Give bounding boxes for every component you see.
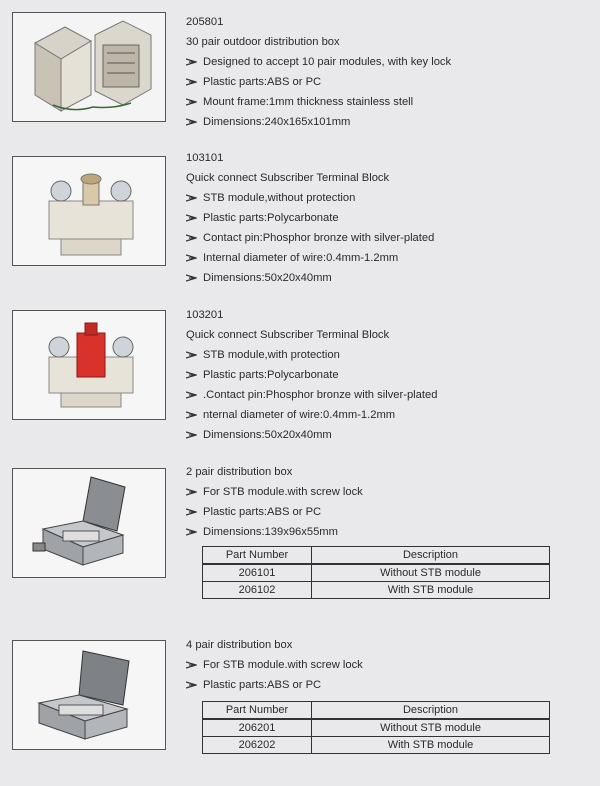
- feature-item: Plastic parts:ABS or PC: [186, 675, 586, 695]
- column-header: Part Number: [203, 702, 312, 720]
- product-title: 30 pair outdoor distribution box: [186, 36, 340, 48]
- arrow-bullet-icon: [186, 118, 197, 126]
- feature-item: Dimensions:50x20x40mm: [186, 268, 586, 288]
- arrow-bullet-icon: [186, 508, 197, 516]
- product-info: [186, 12, 586, 132]
- product-code: 103101: [186, 152, 224, 164]
- arrow-bullet-icon: [186, 351, 197, 359]
- arrow-bullet-icon: [186, 528, 197, 536]
- product-title: Quick connect Subscriber Terminal Block: [186, 172, 390, 184]
- part-number-table: [202, 546, 550, 599]
- feature-item: Plastic parts:Polycarbonate: [186, 208, 586, 228]
- feature-item: Designed to accept 10 pair modules, with key lock: [186, 52, 586, 72]
- feature-item: For STB module.with screw lock: [186, 655, 586, 675]
- feature-item: Dimensions:139x96x55mm: [186, 522, 586, 542]
- column-header: Description: [312, 702, 550, 720]
- product-code: 103201: [186, 309, 224, 321]
- arrow-bullet-icon: [186, 58, 197, 66]
- table-header-row: [203, 702, 550, 720]
- four-pair-box-photo: [12, 640, 166, 750]
- feature-item: STB module,with protection: [186, 345, 586, 365]
- arrow-bullet-icon: [186, 254, 197, 262]
- feature-item: Dimensions:50x20x40mm: [186, 425, 586, 445]
- outdoor-box-photo: [12, 12, 166, 122]
- feature-item: Dimensions:240x165x101mm: [186, 112, 586, 132]
- product-info: [186, 148, 586, 288]
- feature-item: .Contact pin:Phosphor bronze with silver-plated: [186, 385, 586, 405]
- feature-item: Mount frame:1mm thickness stainless stell: [186, 92, 586, 112]
- table-cell: 206202: [203, 737, 312, 754]
- arrow-bullet-icon: [186, 488, 197, 496]
- feature-item: nternal diameter of wire:0.4mm-1.2mm: [186, 405, 586, 425]
- product-title: 2 pair distribution box: [186, 466, 293, 478]
- table-cell: Without STB module: [312, 719, 550, 737]
- feature-item: STB module,without protection: [186, 188, 586, 208]
- table-cell: 206101: [203, 564, 312, 582]
- table-row: [203, 582, 550, 599]
- product-title: 4 pair distribution box: [186, 639, 293, 651]
- arrow-bullet-icon: [186, 234, 197, 242]
- arrow-bullet-icon: [186, 681, 197, 689]
- product-code: 205801: [186, 16, 224, 28]
- table-row: [203, 737, 550, 754]
- table-cell: Without STB module: [312, 564, 550, 582]
- arrow-bullet-icon: [186, 98, 197, 106]
- arrow-bullet-icon: [186, 214, 197, 222]
- table-row: [203, 719, 550, 737]
- arrow-bullet-icon: [186, 661, 197, 669]
- part-number-table: [202, 701, 550, 754]
- column-header: Description: [312, 547, 550, 565]
- arrow-bullet-icon: [186, 194, 197, 202]
- terminal-block-photo: [12, 156, 166, 266]
- table-cell: With STB module: [312, 582, 550, 599]
- feature-item: Plastic parts:Polycarbonate: [186, 365, 586, 385]
- arrow-bullet-icon: [186, 371, 197, 379]
- feature-item: Plastic parts:ABS or PC: [186, 72, 586, 92]
- table-cell: 206102: [203, 582, 312, 599]
- table-cell: With STB module: [312, 737, 550, 754]
- terminal-block-protected-photo: [12, 310, 166, 420]
- product-title: Quick connect Subscriber Terminal Block: [186, 329, 390, 341]
- product-info: [186, 635, 586, 695]
- feature-item: For STB module.with screw lock: [186, 482, 586, 502]
- feature-item: Internal diameter of wire:0.4mm-1.2mm: [186, 248, 586, 268]
- table-cell: 206201: [203, 719, 312, 737]
- feature-item: Contact pin:Phosphor bronze with silver-plated: [186, 228, 586, 248]
- arrow-bullet-icon: [186, 411, 197, 419]
- table-header-row: [203, 547, 550, 565]
- arrow-bullet-icon: [186, 391, 197, 399]
- feature-item: Plastic parts:ABS or PC: [186, 502, 586, 522]
- arrow-bullet-icon: [186, 274, 197, 282]
- column-header: Part Number: [203, 547, 312, 565]
- product-info: [186, 462, 586, 542]
- table-row: [203, 564, 550, 582]
- product-info: [186, 305, 586, 445]
- arrow-bullet-icon: [186, 78, 197, 86]
- arrow-bullet-icon: [186, 431, 197, 439]
- two-pair-box-photo: [12, 468, 166, 578]
